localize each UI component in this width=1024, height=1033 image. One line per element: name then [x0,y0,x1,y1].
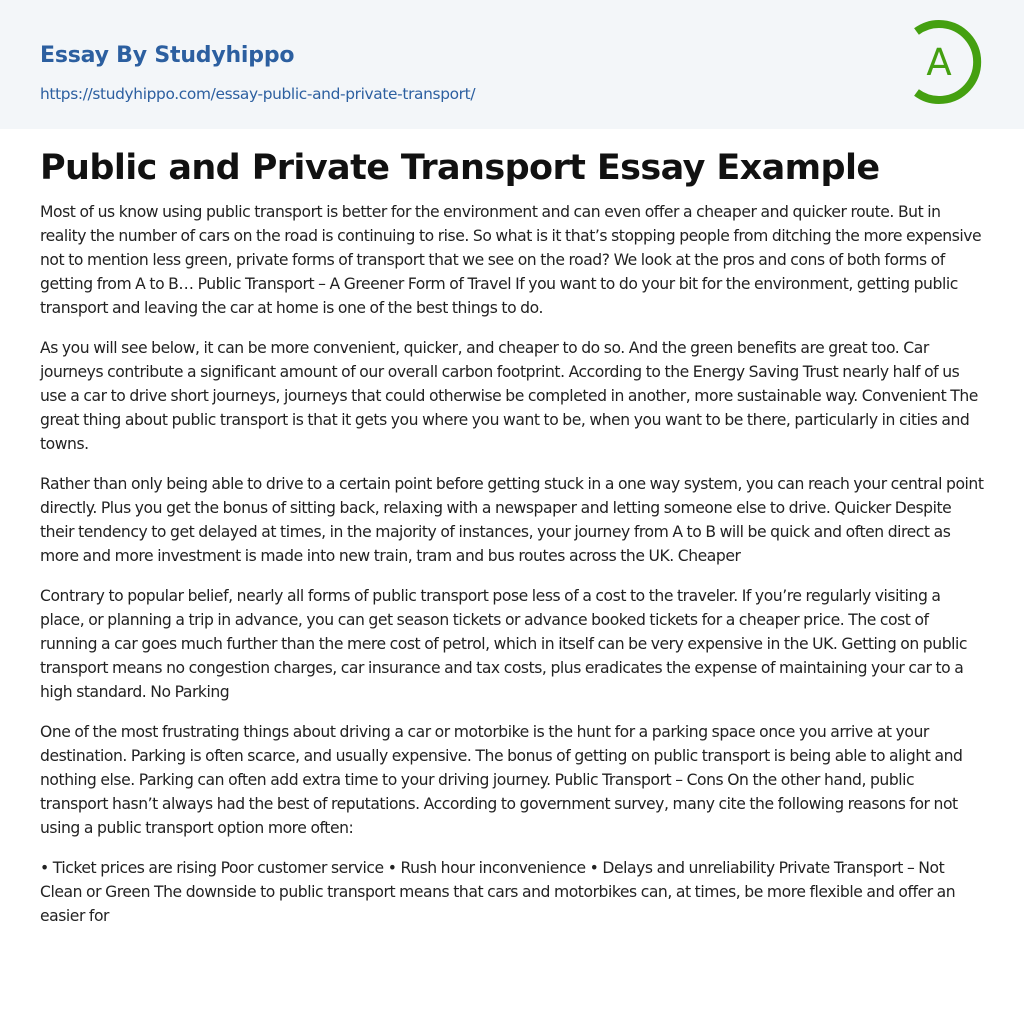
studyhippo-logo-icon[interactable] [906,14,996,110]
article-paragraph: One of the most frustrating things about driving a car or motorbike is the hunt for a parking space once you arrive at your destination. Parking is often scarce, and usually expensive. The bonus of getting on public transport is being able to alight and nothing else. Parking can often add extra time to your driving journey. Public Transport – Cons On the other hand, public transport hasn’t always had the best of reputations. According to government survey, many cite the following reasons for not using a public transport option more often: [40,723,963,837]
logo-letter: A [926,41,952,84]
article-body [40,200,986,944]
page-url-link[interactable]: https://studyhippo.com/essay-public-and-private-transport/ [40,85,476,103]
article-paragraph: Most of us know using public transport is better for the environment and can even offer a cheaper and quicker route. But in reality the number of cars on the road is continuing to rise. So what is it that’s stopping people from ditching the more expensive not to mention less green, private forms of transport that we see on the road? We look at the pros and cons of both forms of getting from A to B… Public Transport – A Greener Form of Travel If you want to do your bit for the environment, getting public transport and leaving the car at home is one of the best things to do. [40,203,982,317]
article-paragraph: As you will see below, it can be more convenient, quicker, and cheaper to do so. And the green benefits are great too. Car journeys contribute a significant amount of our overall carbon footprint. According to the Energy Saving Trust nearly half of us use a car to drive short journeys, journeys that could otherwise be completed in another, more sustainable way. Convenient The great thing about public transport is that it gets you where you want to be, when you want to be there, particularly in cities and towns. [40,339,978,453]
article-title: Public and Private Transport Essay Example [40,148,880,188]
article-paragraph: • Ticket prices are rising Poor customer service • Rush hour inconvenience • Delays and unreliability Private Transport – Not Clean or Green The downside to public transport means that cars and motorbikes can, at times, be more flexible and offer an easier for [40,859,956,925]
article-paragraph: Rather than only being able to drive to a certain point before getting stuck in a one way system, you can reach your central point directly. Plus you get the bonus of sitting back, relaxing with a newspaper and letting someone else to drive. Quicker Despite their tendency to get delayed at times, in the majority of instances, your journey from A to B will be quick and often direct as more and more investment is made into new train, tram and bus routes across the UK. Cheaper [40,475,984,565]
article-paragraph: Contrary to popular belief, nearly all forms of public transport pose less of a cost to the traveler. If you’re regularly visiting a place, or planning a trip in advance, you can get season tickets or advance booked tickets for a cheaper price. The cost of running a car goes much further than the mere cost of petrol, which in itself can be very expensive in the UK. Getting on public transport means no congestion charges, car insurance and tax costs, plus eradicates the expense of maintaining your car to a high standard. No Parking [40,587,968,701]
site-brand[interactable]: Essay By Studyhippo [40,43,295,68]
